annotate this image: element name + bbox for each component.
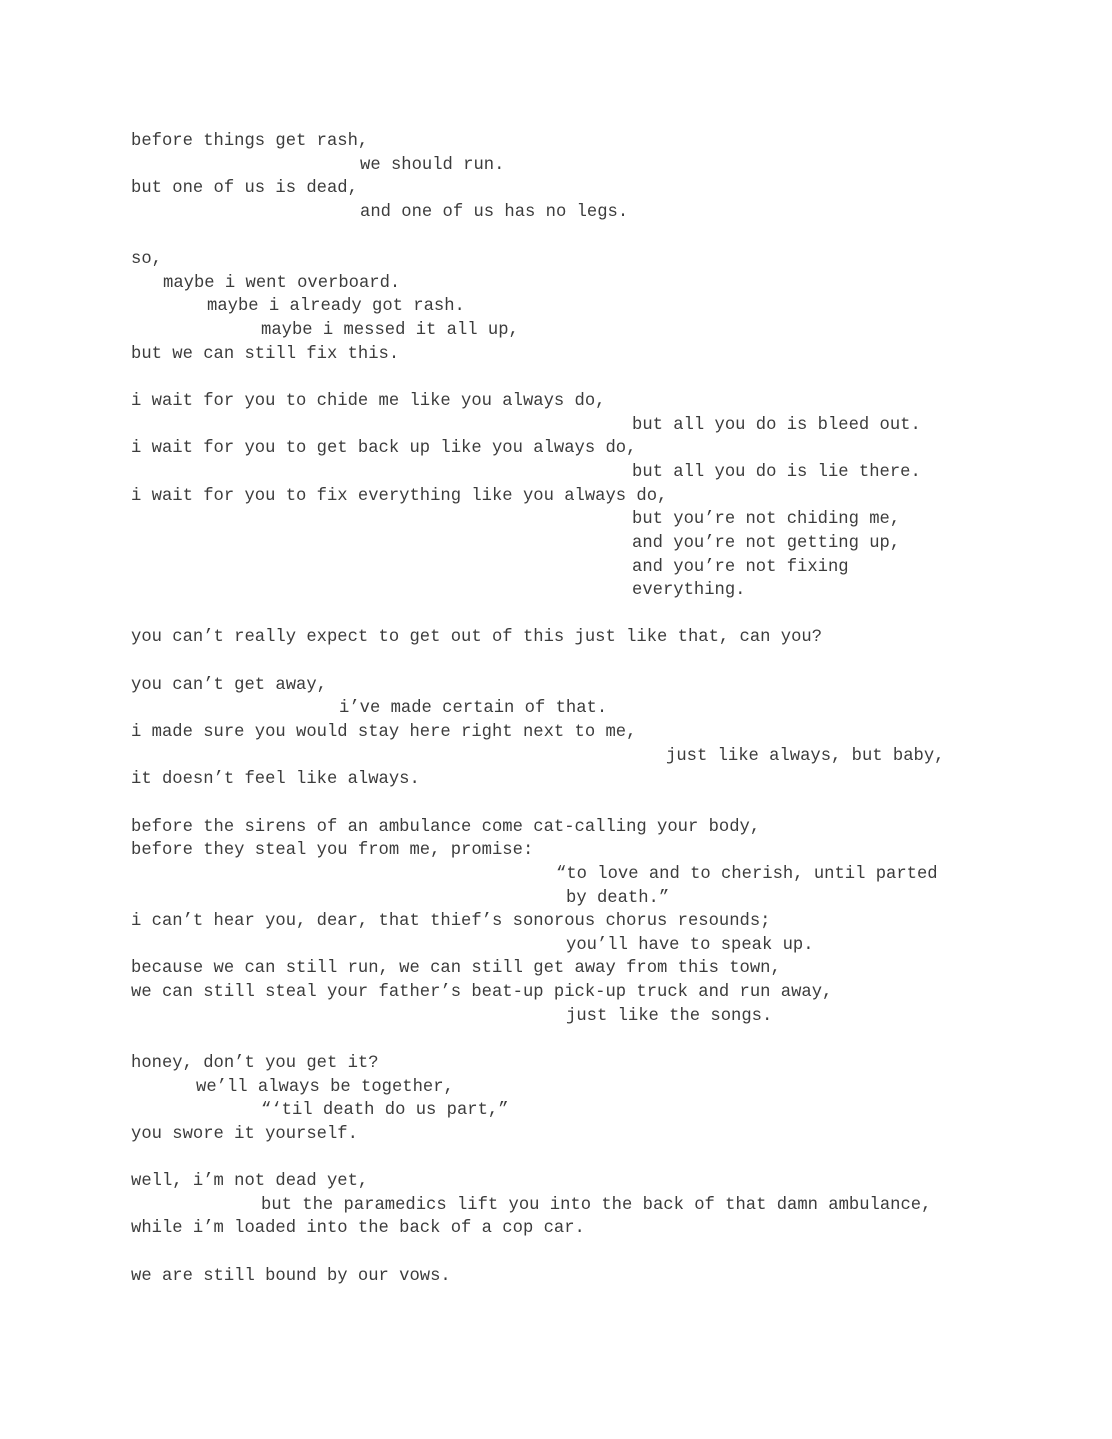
poem-line: before things get rash, xyxy=(131,132,369,151)
poem-line: “to love and to cherish, until parted xyxy=(556,864,938,884)
poem-line: i wait for you to fix everything like you always do, xyxy=(131,486,668,506)
poem-line: “‘til death do us part,” xyxy=(261,1101,509,1121)
poem-line: you can’t get away, xyxy=(131,675,327,695)
poem-line: maybe i went overboard. xyxy=(163,273,401,293)
poem-line: while i’m loaded into the back of a cop car. xyxy=(131,1219,585,1239)
poem-line: you swore it yourself. xyxy=(131,1124,358,1144)
poem-line: you’ll have to speak up. xyxy=(566,935,814,955)
poem-line: but one of us is dead, xyxy=(131,179,358,199)
stanza-break xyxy=(131,792,1031,816)
poem-line: i wait for you to get back up like you always do, xyxy=(131,439,637,459)
poem-line: just like always, but baby, xyxy=(666,746,945,766)
poem-line: before the sirens of an ambulance come cat-calling your body, xyxy=(131,817,761,837)
stanza-break xyxy=(131,603,1031,627)
poem-line: because we can still run, we can still get away from this town, xyxy=(131,959,781,979)
poem-line: so, xyxy=(131,250,162,270)
poem-line: everything. xyxy=(632,581,746,601)
poem-line: we are still bound by our vows. xyxy=(131,1266,451,1286)
poem-line: by death.” xyxy=(566,888,670,908)
poem-line: i made sure you would stay here right next to me, xyxy=(131,723,637,743)
poem-line: but all you do is lie there. xyxy=(632,462,921,482)
poem-line: i wait for you to chide me like you always do, xyxy=(131,392,606,412)
poem-line: we’ll always be together, xyxy=(196,1077,454,1097)
poem-line: but the paramedics lift you into the back of that damn ambulance, xyxy=(261,1195,932,1215)
stanza-break xyxy=(131,225,1031,249)
poem-line: before they steal you from me, promise: xyxy=(131,841,534,861)
poem-line: we should run. xyxy=(360,155,505,175)
poem-line: but we can still fix this. xyxy=(131,344,400,364)
stanza-break xyxy=(131,1241,1031,1265)
poem-line: i can’t hear you, dear, that thief’s sonorous chorus resounds; xyxy=(131,912,771,932)
poem-line: you can’t really expect to get out of this just like that, can you? xyxy=(131,628,823,648)
stanza-break xyxy=(131,366,1031,390)
poem-line: honey, don’t you get it? xyxy=(131,1053,379,1073)
poem-line: we can still steal your father’s beat-up pick-up truck and run away, xyxy=(131,983,833,1003)
poem-line: maybe i messed it all up, xyxy=(261,321,519,341)
poem-line: just like the songs. xyxy=(566,1006,773,1026)
poem-body xyxy=(131,130,1031,1288)
poem-line: and you’re not fixing xyxy=(632,557,849,577)
stanza-break xyxy=(131,1147,1031,1171)
poem-line: and one of us has no legs. xyxy=(360,202,629,222)
poem-line: but all you do is bleed out. xyxy=(632,415,921,435)
stanza-break xyxy=(131,1028,1031,1052)
poem-line: well, i’m not dead yet, xyxy=(131,1172,369,1192)
poem-line: i’ve made certain of that. xyxy=(339,699,608,719)
poem-line: and you’re not getting up, xyxy=(632,533,901,553)
poem-line: maybe i already got rash. xyxy=(207,297,465,317)
poem-line: it doesn’t feel like always. xyxy=(131,770,420,790)
stanza-break xyxy=(131,650,1031,674)
poem-line: but you’re not chiding me, xyxy=(632,510,901,530)
